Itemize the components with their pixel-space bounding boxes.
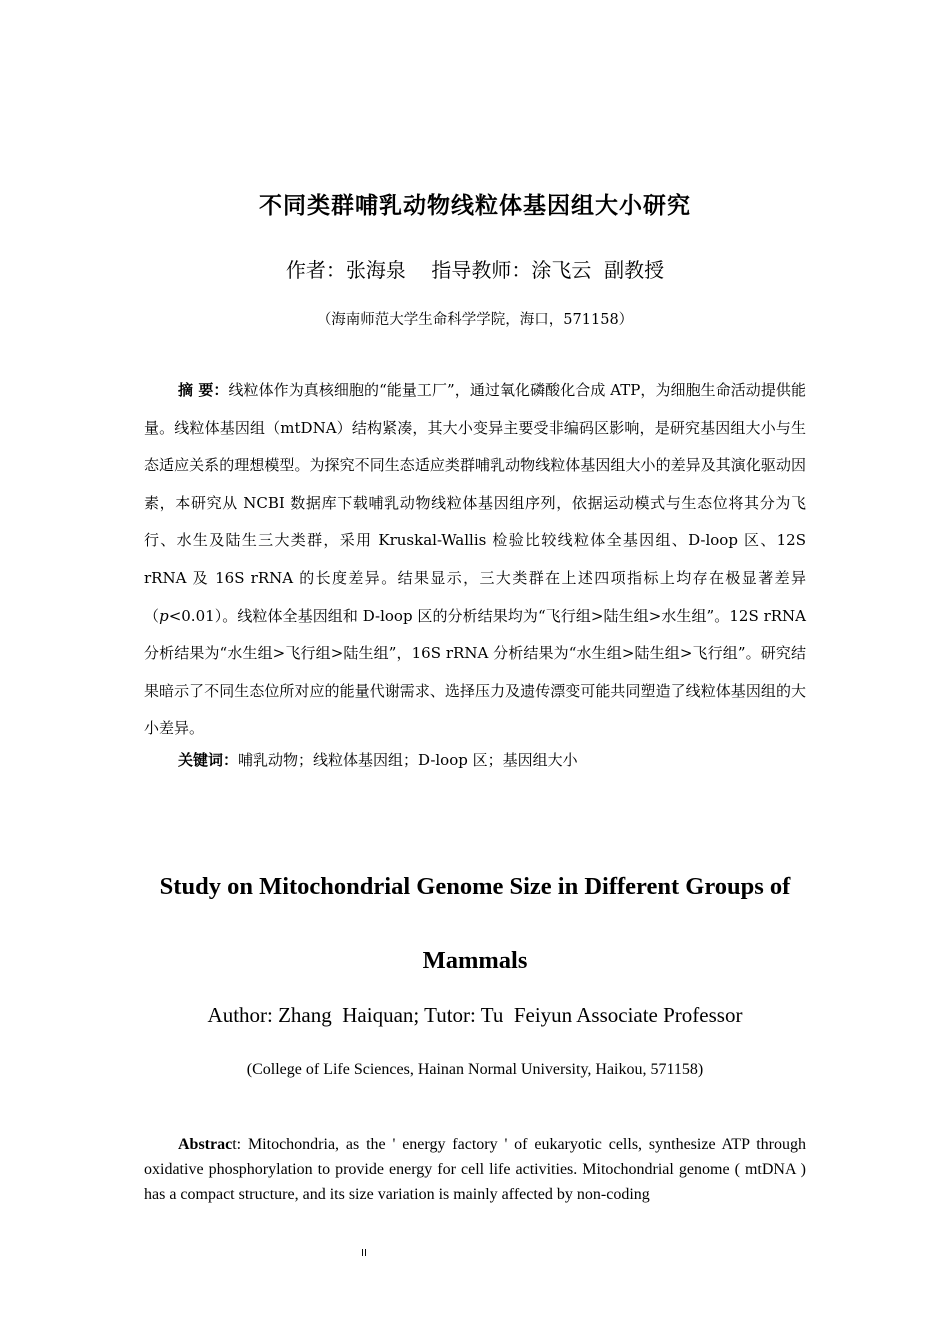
- chinese-keywords-label: 关键词：: [178, 751, 239, 769]
- chinese-affiliation: （海南师范大学生命科学学院，海口，571158）: [316, 312, 634, 328]
- english-author-line: Author: Zhang Haiquan; Tutor: Tu Feiyun Associate Professor: [207, 1003, 743, 1027]
- english-abstract-label: Abstrac: [178, 1136, 233, 1153]
- chinese-abstract-text-part2: <0.01）。线粒体全基因组和 D-loop 区的分析结果均为“飞行组>陆生组>水生组”。12S rRNA 分析结果为“水生组>飞行组>陆生组”，16S rRNA 分析结果为“水生组>陆生组>飞行组”。研究结果暗示了不同生态位所对应的能量代谢需求、选择压力及遗传漂变可能共同塑造了线粒体基因组的大小差异。: [144, 606, 806, 738]
- page-number: II: [361, 1248, 367, 1259]
- chinese-keywords: [144, 746, 806, 774]
- english-abstract-text: t: Mitochondria, as the ' energy factory ' of eukaryotic cells, synthesize ATP through oxidative phosphorylation to provide energy for cell life activities. Mitochondrial genome ( mtDNA ) has a compact structure, and its size variation is mainly affected by non-coding: [144, 1136, 806, 1203]
- english-affiliation: (College of Life Sciences, Hainan Normal University, Haikou, 571158): [246, 1061, 704, 1078]
- chinese-keywords-text: 哺乳动物；线粒体基因组；D-loop 区；基因组大小: [238, 751, 578, 769]
- english-title: Study on Mitochondrial Genome Size in Different Groups of Mammals: [159, 873, 791, 974]
- chinese-author-line: 作者：张海泉 指导教师：涂飞云 副教授: [285, 258, 665, 282]
- chinese-abstract: [144, 372, 806, 748]
- chinese-title: 不同类群哺乳动物线粒体基因组大小研究: [259, 192, 691, 219]
- chinese-abstract-label: 摘 要：: [178, 381, 229, 399]
- chinese-abstract-text-part1: 线粒体作为真核细胞的“能量工厂”，通过氧化磷酸化合成 ATP，为细胞生命活动提供能量。线粒体基因组（mtDNA）结构紧凑，其大小变异主要受非编码区影响，是研究基因组大小与生态适应关系的理想模型。为探究不同生态适应类群哺乳动物线粒体基因组大小的差异及其演化驱动因素，本研究从 NCBI 数据库下载哺乳动物线粒体基因组序列，依据运动模式与生态位将其分为飞行、水生及陆生三大类群，采用 Kruskal-Wallis 检验比较线粒体全基因组、D-loop 区、12S rRNA 及 16S rRNA 的长度差异。结果显示，三大类群在上述四项指标上均存在极显著差异（: [144, 381, 806, 625]
- english-abstract: [144, 1132, 806, 1207]
- chinese-abstract-p-value-symbol: p: [159, 606, 169, 625]
